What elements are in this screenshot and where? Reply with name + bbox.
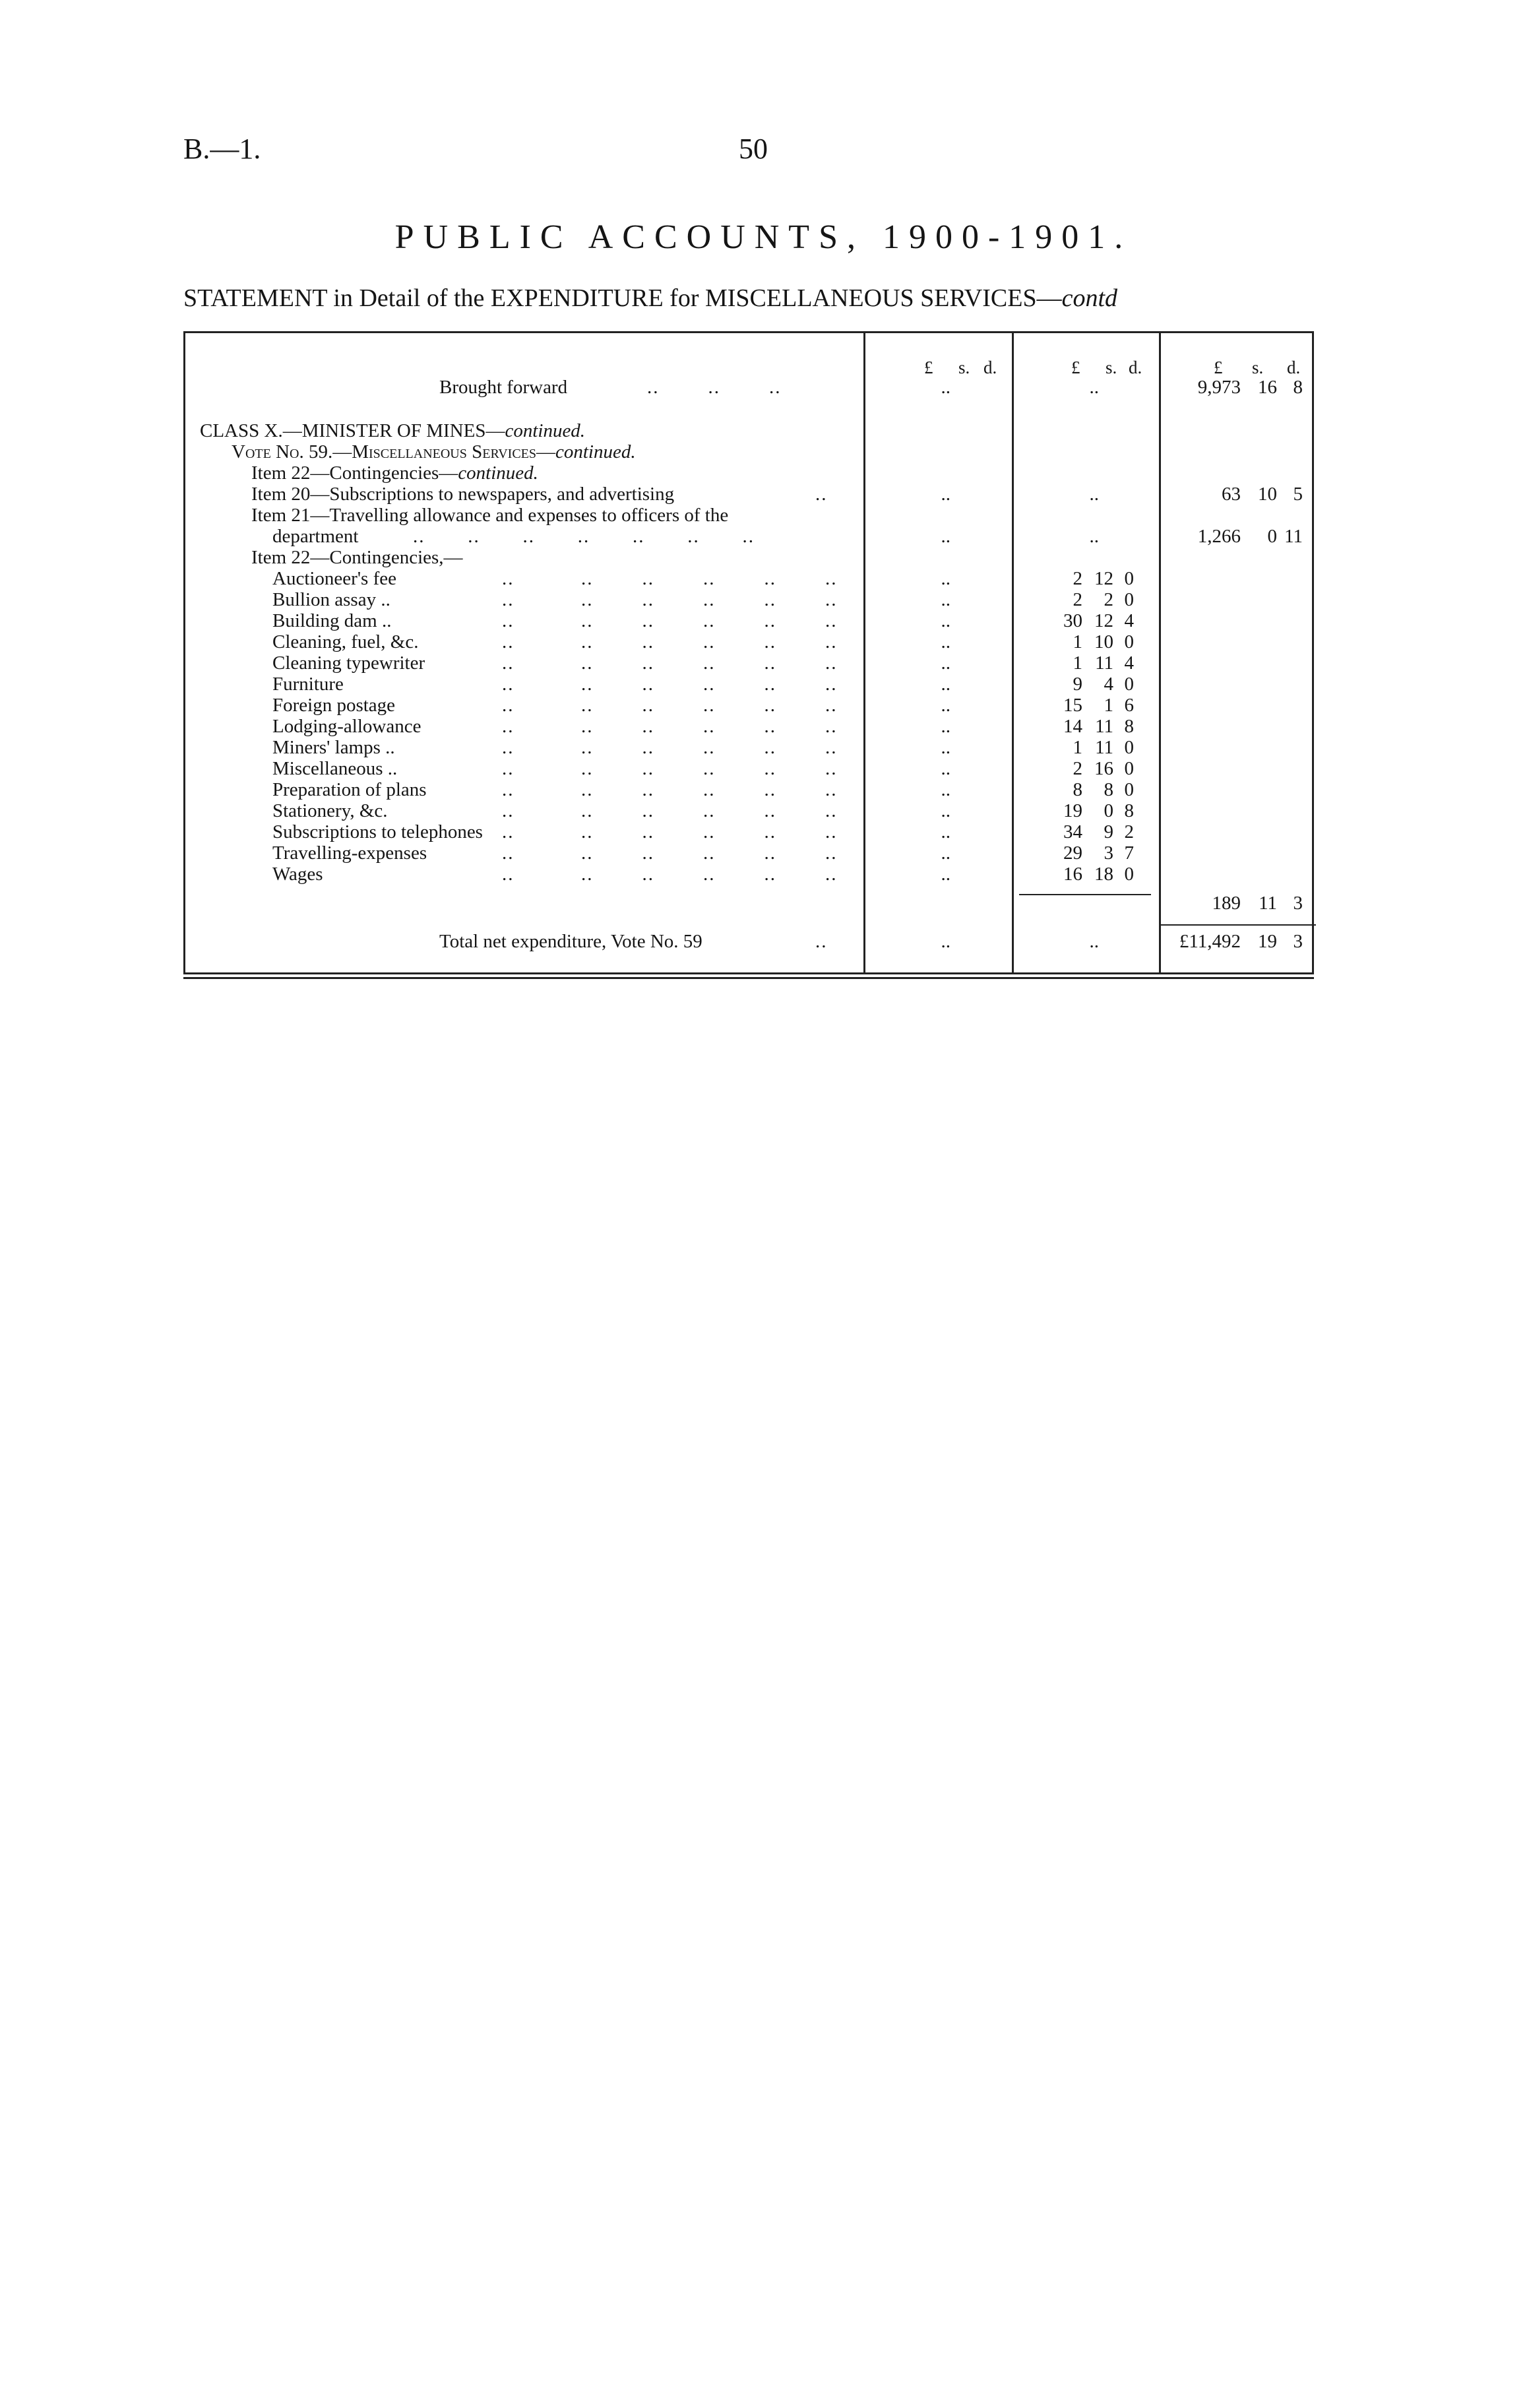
contingency-row: [185, 568, 1316, 589]
contingency-row: [185, 758, 1316, 779]
leader-dots: ..: [502, 779, 514, 800]
vote-heading-text: Vote No. 59.—Miscellaneous Services—: [232, 441, 555, 462]
col2-shillings: 8: [1104, 779, 1113, 800]
item22-heading-text: Item 22—Contingencies—: [251, 462, 458, 484]
col3-pounds: 1,266: [1197, 526, 1241, 547]
contingency-label: Wages: [272, 864, 323, 885]
col1-value: ..: [941, 716, 950, 737]
col1-value: ..: [941, 695, 950, 716]
item20-row: [185, 484, 1316, 505]
col2-pounds: 1: [1073, 652, 1082, 674]
col2-shillings: 18: [1094, 864, 1113, 885]
col3-shillings: 0: [1267, 526, 1277, 547]
document-reference: B.—1.: [183, 133, 261, 165]
class-heading: [185, 420, 1316, 441]
col3-pence: 3: [1293, 893, 1303, 914]
col2-shillings: 16: [1094, 758, 1113, 779]
row-label: Item 20—Subscriptions to newspapers, and advertising: [251, 484, 675, 505]
col1-value: ..: [941, 377, 950, 398]
row-label: Item 22—Contingencies,—: [251, 547, 463, 568]
col1-value: ..: [941, 800, 950, 821]
pence-unit: d.: [983, 358, 997, 377]
expenditure-table: [183, 331, 1314, 972]
contingency-row: [185, 737, 1316, 758]
contingency-row: [185, 842, 1316, 864]
leader-dots: .. .. .. .. ..: [581, 821, 838, 842]
item22-heading: [185, 462, 1316, 484]
col2-pounds: 2: [1073, 758, 1082, 779]
col2-pounds: 16: [1063, 864, 1082, 885]
total-top-rule: [1160, 924, 1316, 926]
col2-pounds: 2: [1073, 589, 1082, 610]
col2-shillings: 1: [1104, 695, 1113, 716]
col2-pence: 8: [1124, 800, 1134, 821]
contingency-row: [185, 716, 1316, 737]
col2-shillings: 11: [1095, 652, 1113, 674]
col1-value: ..: [941, 484, 950, 505]
item21-row-line2: [185, 526, 1316, 547]
leader-dots: .. .. .. .. ..: [581, 864, 838, 885]
leader-dots: ..: [502, 610, 514, 631]
col2-pounds: 1: [1073, 737, 1082, 758]
col1-value: ..: [941, 589, 950, 610]
contingency-row: [185, 610, 1316, 631]
class-heading-italic: continued.: [505, 420, 586, 441]
contingency-label: Building dam ..: [272, 610, 392, 631]
col2-value: ..: [1089, 526, 1099, 547]
col2-pounds: 29: [1063, 842, 1082, 864]
col2-value: ..: [1089, 484, 1099, 505]
col2-value: ..: [1089, 931, 1099, 952]
col2-pence: 0: [1124, 864, 1134, 885]
pound-unit: £: [924, 358, 933, 377]
leader-dots: .. .. .. .. ..: [581, 610, 838, 631]
col2-pounds: 9: [1073, 674, 1082, 695]
contingency-label: Bullion assay ..: [272, 589, 390, 610]
col2-shillings: 9: [1104, 821, 1113, 842]
contingency-row: [185, 779, 1316, 800]
shilling-unit: s.: [1106, 358, 1117, 377]
contingency-row: [185, 695, 1316, 716]
contingency-row: [185, 589, 1316, 610]
item22-total-row: [185, 893, 1316, 914]
contingency-label: Travelling-expenses: [272, 842, 427, 864]
leader-dots: ..: [502, 652, 514, 674]
leader-dots: ..: [502, 716, 514, 737]
row-label: Item 21—Travelling allowance and expenses to officers of the: [251, 505, 729, 526]
col2-pence: 0: [1124, 737, 1134, 758]
contingency-label: Lodging-allowance: [272, 716, 421, 737]
leader-dots: ..: [502, 695, 514, 716]
contingency-label: Auctioneer's fee: [272, 568, 396, 589]
leader-dots: .. .. .. .. ..: [581, 842, 838, 864]
col2-pence: 0: [1124, 589, 1134, 610]
brought-forward-row: [185, 377, 1316, 398]
col2-pounds: 1: [1073, 631, 1082, 652]
contingency-label: Furniture: [272, 674, 344, 695]
subtitle-text: STATEMENT in Detail of the EXPENDITURE for MISCELLANEOUS SERVICES—: [183, 284, 1062, 312]
leader-dots: ..: [502, 568, 514, 589]
col1-value: ..: [941, 674, 950, 695]
leader-dots: ..: [502, 674, 514, 695]
col2-shillings: 2: [1104, 589, 1113, 610]
vote-heading-italic: continued.: [555, 441, 636, 462]
col2-pence: 0: [1124, 568, 1134, 589]
page-number: 50: [739, 133, 768, 165]
table-bottom-rule: [183, 972, 1314, 974]
item22-sub-heading: [185, 547, 1316, 568]
col2-pounds: 15: [1063, 695, 1082, 716]
col1-value: ..: [941, 864, 950, 885]
col2-pence: 7: [1124, 842, 1134, 864]
contingency-label: Miscellaneous ..: [272, 758, 398, 779]
col2-pounds: 14: [1063, 716, 1082, 737]
subtotal-rule: [1019, 894, 1151, 895]
leader-dots: .. .. .. .. ..: [581, 716, 838, 737]
row-label: Brought forward: [439, 377, 568, 398]
leader-dots: .. .. .. .. ..: [581, 800, 838, 821]
total-row: [185, 931, 1316, 952]
leader-dots: ..: [502, 631, 514, 652]
col2-pounds: 30: [1063, 610, 1082, 631]
row-label: Total net expenditure, Vote No. 59: [439, 931, 702, 952]
leader-dots: .. .. ..: [647, 377, 782, 398]
col1-value: ..: [941, 821, 950, 842]
col1-value: ..: [941, 737, 950, 758]
col1-value: ..: [941, 842, 950, 864]
pound-unit: £: [1214, 358, 1223, 377]
leader-dots: ..: [502, 864, 514, 885]
col2-pounds: 19: [1063, 800, 1082, 821]
col2-shillings: 3: [1104, 842, 1113, 864]
col3-pence: 5: [1293, 484, 1303, 505]
pence-unit: d.: [1287, 358, 1301, 377]
shilling-unit: s.: [1252, 358, 1264, 377]
contingency-row: [185, 674, 1316, 695]
leader-dots: ..: [815, 484, 828, 505]
leader-dots: .. .. .. .. ..: [581, 652, 838, 674]
col3-pence: 3: [1293, 931, 1303, 952]
contingency-row: [185, 864, 1316, 885]
col3-pounds: 189: [1212, 893, 1241, 914]
col1-value: ..: [941, 610, 950, 631]
col2-pence: 8: [1124, 716, 1134, 737]
col3-shillings: 11: [1259, 893, 1277, 914]
row-label: department: [272, 526, 359, 547]
col2-pounds: 8: [1073, 779, 1082, 800]
col2-shillings: 12: [1094, 610, 1113, 631]
col1-value: ..: [941, 631, 950, 652]
pound-unit: £: [1071, 358, 1080, 377]
leader-dots: .. .. .. .. ..: [581, 674, 838, 695]
col3-shillings: 19: [1258, 931, 1277, 952]
col2-shillings: 12: [1094, 568, 1113, 589]
contingency-label: Foreign postage: [272, 695, 396, 716]
item22-heading-italic: continued.: [458, 462, 538, 484]
contingency-label: Subscriptions to telephones: [272, 821, 483, 842]
leader-dots: ..: [502, 737, 514, 758]
col3-pounds: 9,973: [1197, 377, 1241, 398]
col3-pence: 11: [1284, 526, 1303, 547]
col2-pence: 0: [1124, 631, 1134, 652]
table-bottom-rule: [183, 977, 1314, 979]
col1-value: ..: [941, 931, 950, 952]
col2-shillings: 4: [1104, 674, 1113, 695]
col3-shillings: 16: [1258, 377, 1277, 398]
contingency-label: Miners' lamps ..: [272, 737, 395, 758]
contingency-row: [185, 800, 1316, 821]
col2-pence: 4: [1124, 610, 1134, 631]
col3-pounds: 63: [1222, 484, 1241, 505]
contingency-row: [185, 821, 1316, 842]
col2-pence: 4: [1124, 652, 1134, 674]
class-heading-text: CLASS X.—MINISTER OF MINES—: [200, 420, 505, 441]
leader-dots: .. .. .. .. ..: [581, 589, 838, 610]
statement-subtitle: [183, 284, 1117, 313]
col1-value: ..: [941, 779, 950, 800]
leader-dots: .. .. .. .. ..: [581, 568, 838, 589]
leader-dots: ..: [502, 758, 514, 779]
col2-pence: 0: [1124, 779, 1134, 800]
contingency-row: [185, 652, 1316, 674]
shilling-unit: s.: [958, 358, 970, 377]
col2-shillings: 0: [1104, 800, 1113, 821]
leader-dots: ..: [815, 931, 828, 952]
col2-shillings: 11: [1095, 737, 1113, 758]
contingency-label: Stationery, &c.: [272, 800, 388, 821]
leader-dots: .. .. .. .. ..: [581, 737, 838, 758]
col2-pence: 0: [1124, 758, 1134, 779]
contingency-label: Cleaning, fuel, &c.: [272, 631, 419, 652]
vote-heading: [185, 441, 1316, 462]
col2-value: ..: [1089, 377, 1099, 398]
leader-dots: ..: [502, 589, 514, 610]
units-header-row: [185, 357, 1316, 378]
leader-dots: .. .. .. .. .. .. ..: [413, 526, 755, 547]
leader-dots: ..: [502, 800, 514, 821]
col1-value: ..: [941, 758, 950, 779]
col3-pence: 8: [1293, 377, 1303, 398]
leader-dots: ..: [502, 842, 514, 864]
col1-value: ..: [941, 526, 950, 547]
leader-dots: ..: [502, 821, 514, 842]
page-title: PUBLIC ACCOUNTS, 1900-1901.: [394, 218, 1133, 256]
col2-pence: 0: [1124, 674, 1134, 695]
pence-unit: d.: [1129, 358, 1142, 377]
col2-shillings: 11: [1095, 716, 1113, 737]
item21-row-line1: [185, 505, 1316, 526]
col1-value: ..: [941, 568, 950, 589]
subtitle-italic: contd: [1061, 284, 1118, 312]
leader-dots: .. .. .. .. ..: [581, 695, 838, 716]
contingency-row: [185, 631, 1316, 652]
col1-value: ..: [941, 652, 950, 674]
col2-pence: 2: [1124, 821, 1134, 842]
leader-dots: .. .. .. .. ..: [581, 631, 838, 652]
col2-pounds: 34: [1063, 821, 1082, 842]
leader-dots: .. .. .. .. ..: [581, 779, 838, 800]
col2-shillings: 10: [1094, 631, 1113, 652]
col3-shillings: 10: [1258, 484, 1277, 505]
col2-pounds: 2: [1073, 568, 1082, 589]
leader-dots: .. .. .. .. ..: [581, 758, 838, 779]
col2-pence: 6: [1124, 695, 1134, 716]
contingency-label: Cleaning typewriter: [272, 652, 425, 674]
contingency-label: Preparation of plans: [272, 779, 427, 800]
col3-pounds: £11,492: [1179, 931, 1241, 952]
